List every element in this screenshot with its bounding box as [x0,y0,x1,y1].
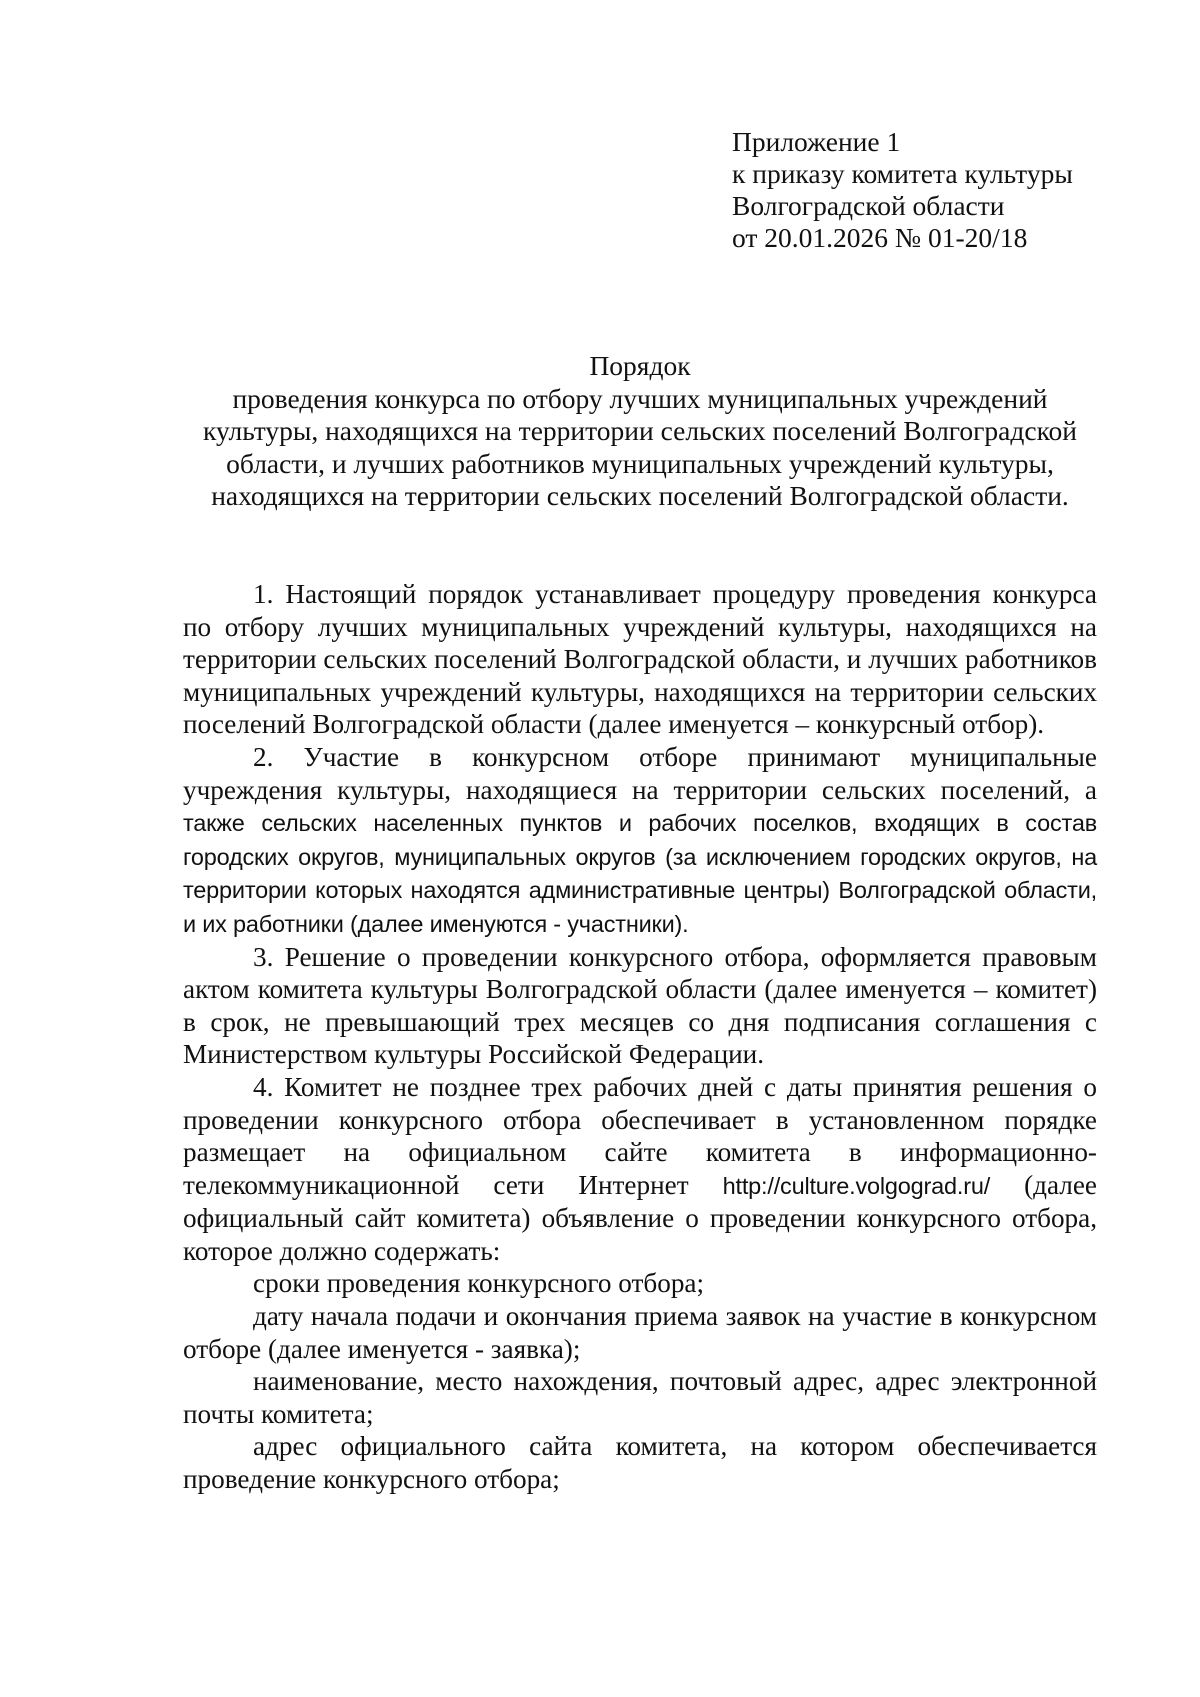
paragraph-2 [183,741,1097,941]
appendix-line: к приказу комитета культуры [732,158,1073,189]
appendix-date-line: от 20.01.2026 № 01-20/18 [732,222,1028,253]
list-item: наименование, место нахождения, почтовый адрес, адрес электронной почты комитета; [183,1366,1097,1429]
paragraph-1: 1. Настоящий порядок устанавливает процедуру проведения конкурса по отбору лучших муниципальных учреждений культуры, находящихся на территории сельских поселений Волгоградской области, и лучших работников муниципальных учреждений культуры, находящихся на территории сельских поселений Волгоградской области (далее именуется – конкурсный отбор). [183,579,1097,740]
appendix-line: Приложение 1 [732,126,901,157]
heading-line: области, и лучших работников муниципальных учреждений культуры, [226,447,1054,479]
document-title: Порядок [589,350,691,381]
paragraph-4-part-a: 4. Комитет не позднее трех рабочих дней с даты принятия решения о проведении конкурсного отбора обеспечивает в установленном порядке размещает на официальном сайте комитета в информационно-телекоммуникационной сети Интернет [183,1071,1097,1200]
paragraph-4 [183,1071,1097,1268]
paragraph-2-part-a: 2. Участие в конкурсном отборе принимают муниципальные учреждения культуры, находящиеся на территории сельских поселений, а [183,741,1097,805]
website-url: http://culture.volgograd.ru/ [722,1172,991,1199]
heading-line: проведения конкурса по отбору лучших муниципальных учреждений [232,382,1048,414]
heading-line: культуры, находящихся на территории сельских поселений Волгоградской [202,415,1078,446]
list-item: сроки проведения конкурсного отбора; [253,1268,705,1299]
paragraph-2-part-b: также сельских населенных пунктов и рабочих поселков, входящих в состав городских округов, муниципальных округов (за исключением городских округов, на территории которых находятся административные центры) Волгоградской области, и их работники (далее именуются - участники). [183,810,1097,937]
document-heading [180,350,1100,513]
heading-line: находящихся на территории сельских поселений Волгоградской области. [211,480,1069,511]
list-item: дату начала подачи и окончания приема заявок на участие в конкурсном отборе (далее именуется - заявка); [183,1301,1097,1364]
list-item: адрес официального сайта комитета, на котором обеспечивается проведение конкурсного отбора; [183,1431,1097,1495]
paragraph-4-part-b: (далее официальный сайт комитета) объявление о проведении конкурсного отбора, которое должно содержать: [183,1169,1098,1266]
appendix-line: Волгоградской области [732,190,1005,221]
paragraph-3: 3. Решение о проведении конкурсного отбора, оформляется правовым актом комитета культуры Волгоградской области (далее именуется – комитет) в срок, не превышающий трех месяцев со дня подписания соглашения с Министерством культуры Российской Федерации. [183,941,1097,1070]
appendix-block [732,126,1073,254]
document-body [183,578,1097,1496]
